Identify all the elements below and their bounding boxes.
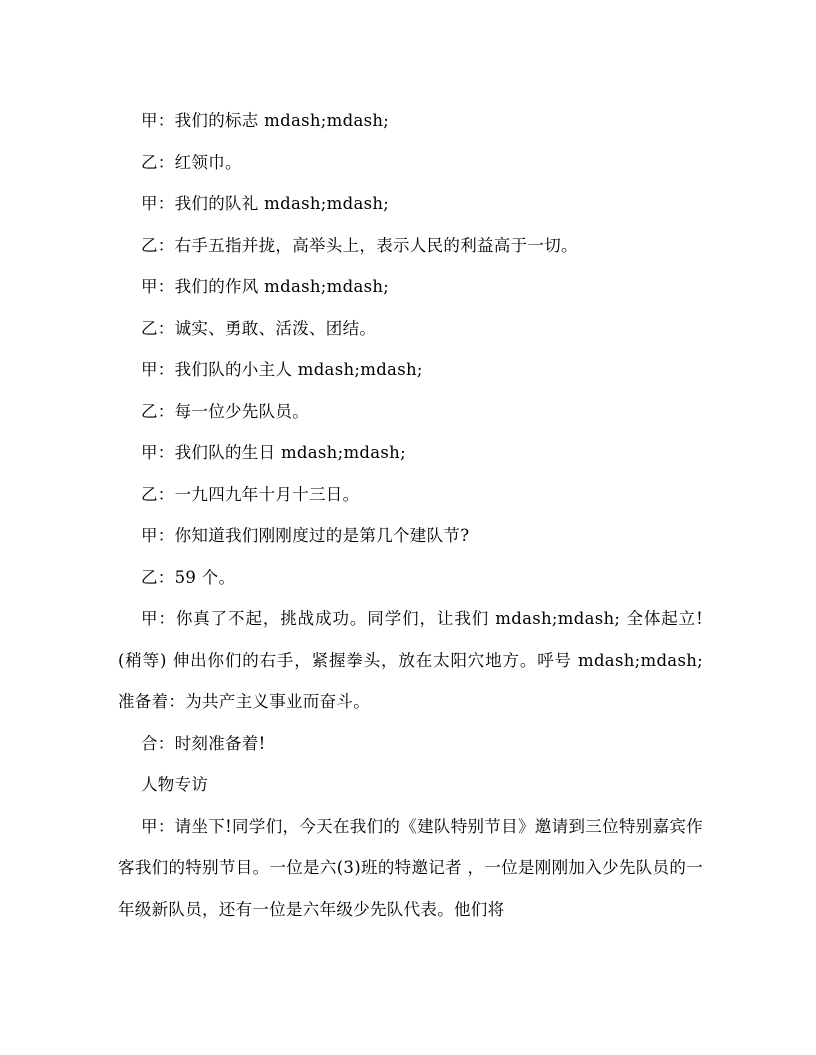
paragraph-9: 甲：我们队的生日 mdash;mdash; bbox=[141, 443, 406, 462]
section-heading: 人物专访 bbox=[141, 775, 209, 794]
paragraph-1: 甲：我们的标志 mdash;mdash; bbox=[141, 111, 390, 130]
paragraph-4: 乙：右手五指并拢，高举头上，表示人民的利益高于一切。 bbox=[141, 235, 578, 255]
paragraph-2: 乙：红领巾。 bbox=[141, 152, 242, 172]
paragraph-8: 乙：每一位少先队员。 bbox=[141, 401, 309, 421]
paragraph-7: 甲：我们队的小主人 mdash;mdash; bbox=[141, 360, 423, 379]
paragraph-12: 乙：59 个。 bbox=[141, 567, 236, 587]
document-page bbox=[118, 100, 703, 930]
paragraph-16: 甲：请坐下!同学们，今天在我们的《建队特别节目》邀请到三位特别嘉宾作客我们的特别节目。一位是六(3)班的特邀记者 ，一位是刚刚加入少先队员的一年级新队员，还有一位是六年级少先队代表。他们将 bbox=[118, 816, 703, 919]
paragraph-10: 乙：一九四九年十月十三日。 bbox=[141, 484, 360, 504]
paragraph-6: 乙：诚实、勇敢、活泼、团结。 bbox=[141, 318, 377, 338]
paragraph-14: 合：时刻准备着! bbox=[141, 733, 266, 753]
paragraph-5: 甲：我们的作风 mdash;mdash; bbox=[141, 277, 390, 296]
paragraph-13: 甲：你真了不起，挑战成功。同学们，让我们 mdash;mdash; 全体起立!(稍等) 伸出你们的右手，紧握拳头，放在太阳穴地方。呼号 mdash;mdash; 准备着：为共产主义事业而奋斗。 bbox=[118, 609, 703, 711]
paragraph-3: 甲：我们的队礼 mdash;mdash; bbox=[141, 194, 390, 213]
paragraph-11: 甲：你知道我们刚刚度过的是第几个建队节? bbox=[141, 526, 470, 545]
